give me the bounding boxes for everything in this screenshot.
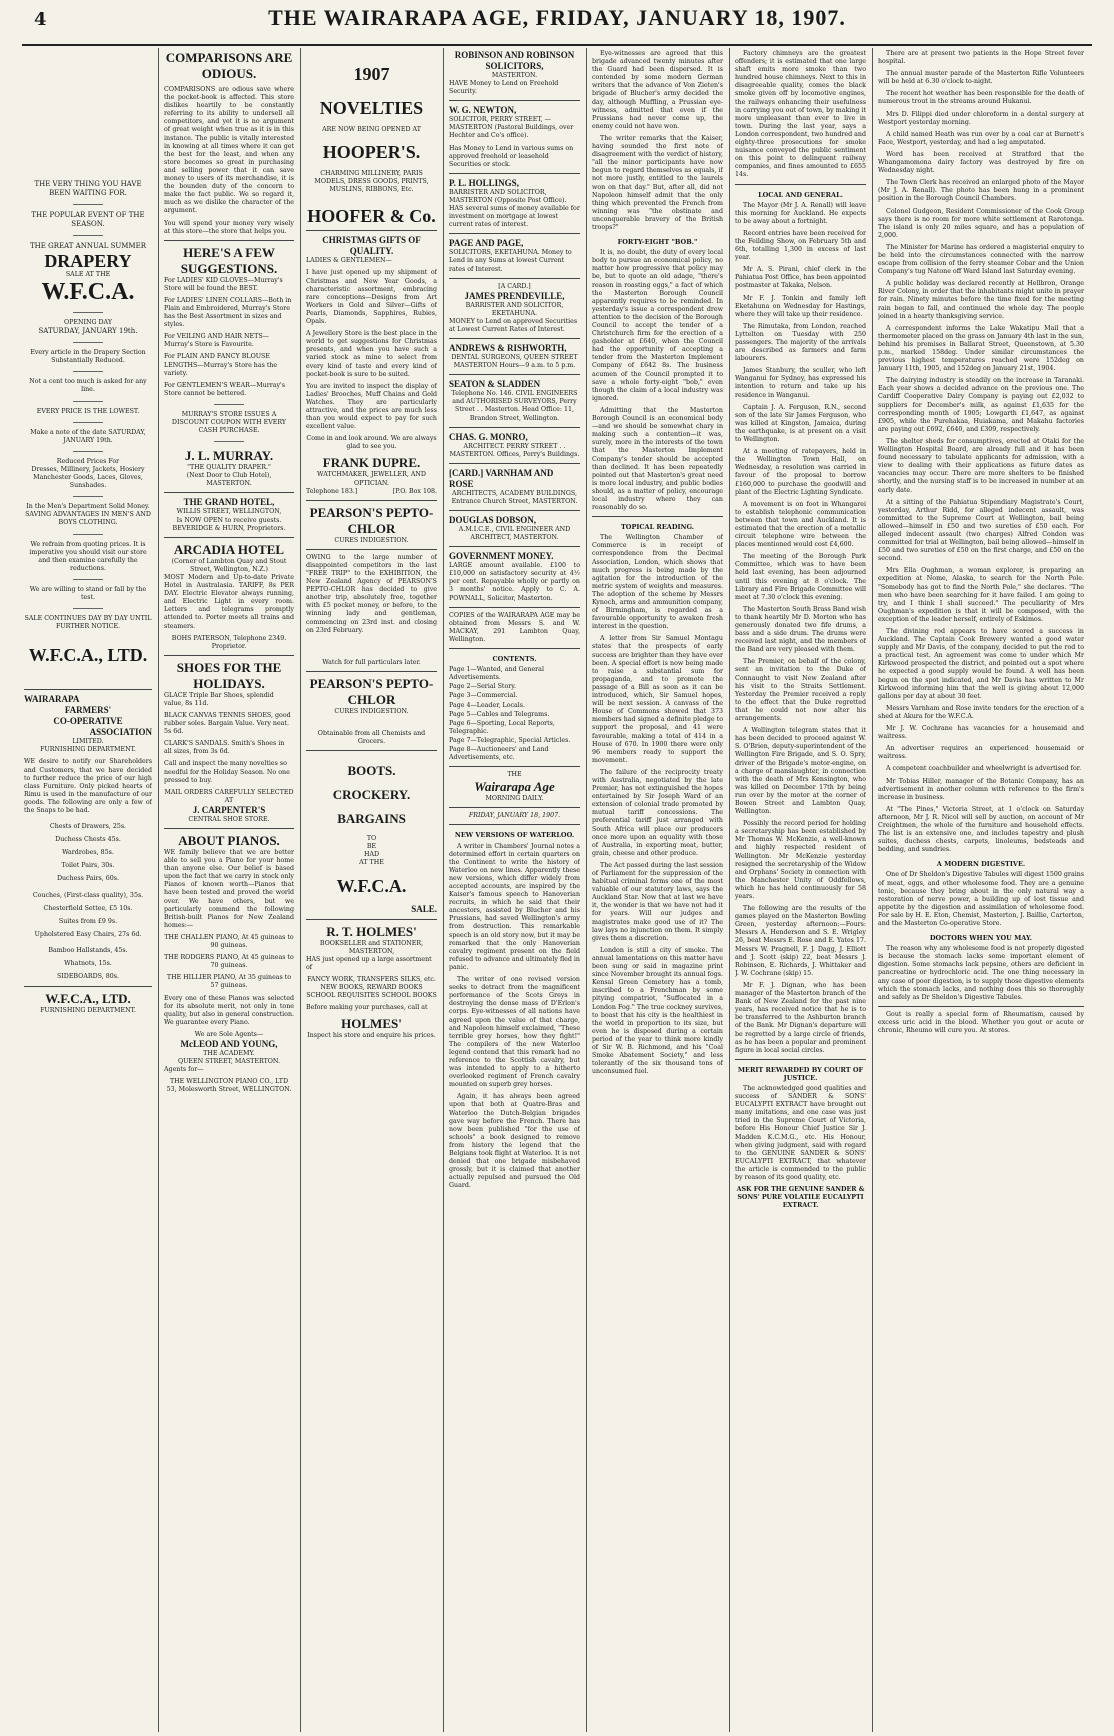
ad-line: BEVERIDGE & HURN, Proprietors.	[172, 524, 286, 532]
ad-line: Is NOW OPEN to receive guests.	[176, 516, 282, 524]
ad-body: CHARMING MILLINERY, PARIS MODELS, DRESS GOODS, PRINTS, MUSLINS, RIBBONS, Etc.	[314, 170, 429, 194]
ad-line: BARRISTER AND SOLICITOR, EKETAHUNA.	[465, 301, 564, 317]
furniture-item: Toilet Pairs, 30s.	[61, 862, 115, 870]
ad-heading: BOOTS.	[347, 763, 396, 779]
ad-body: MURRAY'S STORE ISSUES A DISCOUNT COUPON WITH EVERY CASH PURCHASE.	[171, 410, 287, 435]
furniture-item: Duchess Pairs, 60s.	[56, 875, 120, 883]
ad-body: HAVE Money to Lend on Freehold Security.	[449, 80, 559, 96]
section-heading: A MODERN DIGESTIVE.	[936, 860, 1026, 869]
ad-line: Inspect his store and enquire his prices.	[307, 1032, 436, 1040]
ad-body: I have just opened up my shipment of Christmas and New Year Goods, a characteristic assortment, embracing rare conceptions—Designs from Art Workers in Gold and Silver—Gifts of Pearls, Diamonds, Sapphires, Rubies, Opals.	[306, 269, 437, 326]
ad-line: (Next Door to Club Hotel),	[186, 472, 272, 480]
article-paragraph: It is, no doubt, the duty of every local body to pursue an economical policy, no matter how progressive that policy may be, but to quote an old adage, "there's reason in roasting eggs," a fact of which the Masterton Borough Council apparently requires to be reminded. In yesterday's issue a correspondent drew attention to the decision of the Borough Council to accept the tender of a Christchurch firm for the erection of a gasholder at £640, when the Council had the opportunity of accepting a tender from the Masterton Implement Company of £642 8s. The business acumen of the Council prompted it to save a whole forty-eight "bob," even though the claim of a local industry was ignored.	[592, 249, 723, 402]
ad-heading: BARGAINS	[337, 811, 406, 827]
column-rule	[586, 48, 587, 1732]
ad-body: ARCHITECT. PERRY STREET . . MASTERTON. Offices, Perry's Buildings.	[449, 442, 580, 458]
contents-list	[449, 666, 580, 762]
article-paragraph: London is still a city of smoke. The annual lamentations on this matter have been sung or said in magazine print since November brought its annual fogs. Kensal Green Cemetery has a tomb, inscribed to a Frenchman by some pitying compatriot, "Suffocated in a London Fog." The true cockney survives, to boast that his city is the healthiest in the world in proportion to its size, but even he is disposed during a certain period of the year to think more kindly of Sir W. B. Richmond, and his "Coal Smoke Abatement Society," and less tolerantly of the six thousand tons of unconsumed fuel.	[592, 946, 723, 1076]
ad-heading: PEARSON'S PEPTO-CHLOR	[309, 504, 434, 536]
ad-line: OPENING DAY	[63, 319, 113, 327]
ad-body: Every one of these Pianos was selected for its absolute merit, not only in tone quality, but also in general construction. We guarantee every Piano.	[164, 994, 294, 1026]
article-paragraph: A child named Heath was run over by a coal car at Burnett's Face, Westport, yesterday, and had a leg amputated.	[878, 130, 1084, 146]
ad-line: CURES INDIGESTION.	[334, 536, 409, 544]
contents-item: Page 3—Commercial.	[449, 692, 518, 700]
furniture-item: Chesterfield Settee, £5 10s.	[43, 904, 133, 912]
ad-heading: CHRISTMAS GIFTS OF QUALITY.	[322, 235, 421, 257]
furniture-item: Duchess Chests 45s.	[55, 836, 121, 844]
ad-heading: HOOPER'S.	[322, 142, 421, 163]
article-paragraph: The acknowledged good qualities and success of SANDER & SONS' EUCALYPTI EXTRACT have brought out many imitations, and one case was just tried in the Supreme Court of Victoria, before His Honour Chief Justice Sir J. Madden K.C.M.G., etc. His Honour, when giving judgment, said with regard to the GENUINE SANDER & SONS' EUCALYPTI EXTRACT, that whatever the article is commended to the public by reason of its good quality, etc.	[735, 1084, 866, 1181]
ad-heading: HOLMES'	[341, 1016, 402, 1032]
furniture-item: SIDEBOARDS, 80s.	[56, 973, 120, 981]
article-paragraph: A public holiday was declared recently at Hellbron, Orange River Colony, in order that the inhabitants might unite in prayer for rain. Ninety minutes before the time fixed for the meeting rain began to fall, and continued the whole day. The people joined in a hearty thanksgiving service.	[878, 280, 1084, 320]
ad-line: LADIES & GENTLEMEN—	[306, 257, 392, 265]
furniture-item: Whatnots, 15s.	[64, 960, 112, 968]
ad-line: Watch for full particulars later.	[322, 658, 421, 666]
section-heading: FORTY-EIGHT "BOB."	[617, 238, 698, 247]
article-paragraph: Mrs D. Filippi died under chloroform in a dental surgery at Westport yesterday morning.	[878, 110, 1084, 126]
article-paragraph: The writer remarks that the Kaiser, having sounded the first note of disagreement with the verdict of history, "all the minor participants have now begun to regard themselves as equals, if not more justly, entitled to the laurels won on that day." But, after all, did not Napoleon himself admit that the only thing which prevented the French from winning was "the obstinate and unconquerable bravery of the British troops?"	[592, 134, 723, 231]
ad-heading: CO-OPERATIVE	[53, 716, 123, 727]
article-paragraph: The failure of the reciprocity treaty with Australia, negotiated by the late Premier, has not extinguished the hopes entertained by Sir Joseph Ward of an extension of colonial trade promoted by mutual tariff concessions. The preferential tariff just arranged with South Africa will place our producers once more upon an equality with those of Australia, in exporting meat, butter, grain, cheese and other produce.	[592, 768, 723, 857]
ad-line: MASTERTON.	[206, 480, 252, 488]
ad-body: For LADIES' LINEN COLLARS—Both in Plain and Embroidered, Murray's Store has the Best Assortment in sizes and styles.	[164, 296, 292, 329]
ad-line: CURES INDIGESTION.	[334, 707, 409, 715]
ad-line: (Corner of Lambton Quay and Stout Street, Wellington, N.Z.)	[171, 557, 287, 573]
article-paragraph: Word has been received at Stratford that the Whangamomona dairy factory was destroyed by fire on Wednesday night.	[878, 150, 1084, 175]
ad-body: OWING to the large number of disappointed competitors in the last "FREE TRIP" to the EXHIBITION, the New Zealand Agency of PEARSON'S PEPTO-CHLOR has decided to give another trip, absolutely free, together with £5 pocket money, or before, to the winning lady and gentleman, commencing on 23rd inst. and closing on 23rd February.	[306, 553, 437, 634]
contents-item: Page 6—Sporting, Local Reports, Telegraphic.	[449, 719, 555, 735]
section-heading: TOPICAL READING.	[620, 523, 695, 532]
column-1	[24, 50, 152, 1730]
ad-line: LIMITED.	[72, 738, 104, 746]
issue-date: FRIDAY, JANUARY 18, 1907.	[468, 812, 561, 820]
ad-line: Every article in the Drapery Section Substantially Reduced.	[30, 349, 146, 365]
article-paragraph: The Rimutaka, from London, reached Lyttelton on Tuesday with 250 passengers. The majority of the arrivals are described as farmers and farm labourers.	[735, 322, 866, 363]
ad-heading: JAMES PRENDEVILLE,	[464, 290, 565, 301]
article-paragraph: At "The Pines," Victoria Street, at 1 o'clock on Saturday afternoon, Mr J. R. Nicol will sell by auction, on account of Mr Creightmen, the whole of the furniture and household effects. The list is an extensive one, and includes tapestry and plush suites, duchess chests, carpets, linoleums, bedsteads and bedding, and sundries.	[878, 805, 1084, 854]
ad-body: Telephone No. 146. CIVIL ENGINEERS and AUTHORISED SURVEYORS, Perry Street . . Masterton. Head Office: 11, Brandon Street, Wellington.	[451, 390, 578, 422]
section-heading: CONTENTS.	[492, 655, 537, 664]
article-paragraph: At a sitting of the Pahiatua Stipendiary Magistrate's Court, yesterday, Arthur Ridd, for alleged indecent assault, was committed to the Supreme Court at Wellington, bail being allowed—himself in £50 and two sureties of £50 each. For alleged indecent assault (two charges) Alfred Condon was committed for trial at Wellington, bail being allowed—himself in £50 and two sureties of £50 on the first charge, and £50 on the second.	[878, 498, 1084, 563]
ad-body: A Jewellery Store is the best place in the world to get suggestions for Christmas presents, and when you have such a varied stock as mine to select from every kind of taste and every kind of pocket-book is sure to be suited.	[306, 330, 437, 378]
ad-body: For PLAIN AND FANCY BLOUSE LENGTHS—Murray's Store has the variety.	[164, 353, 278, 377]
ad-heading: FRANK DUPRE.	[322, 455, 421, 471]
ad-body: THE WELLINGTON PIANO CO., LTD 53, Molesworth Street, WELLINGTON.	[166, 1078, 292, 1094]
column-3	[306, 50, 437, 1730]
ad-body: FANCY WORK, TRANSFERS SILKS, etc. NEW BOOKS, REWARD BOOKS SCHOOL REQUISITES SCHOOL BOOKS	[306, 975, 437, 1000]
article-paragraph: Factory chimneys are the greatest offenders; it is estimated that one large shaft emits more smoke than two hundred house chimneys. Next to this in disagreeable quality, comes the black smoke given off by locomotive engines, the railways enhancing their usefulness in carrying you out of town, by making it more unpleasant than ever to live in town. During the last year, says a London correspondent, two hundred and eighty-three prosecutions for smoke nuisance conveyed the public sentiment on this point to delinquent railway companies, and fines amounted to £655 14s.	[735, 50, 866, 179]
ad-line: BOOKSELLER and STATIONER,	[319, 939, 424, 947]
article-paragraph: Again, it has always been agreed upon that both at Quatre-Bras and Waterloo the Dutch-Belgian brigades gave way before the French. There has now been published "for the use of schools" a book designed to remove from history the legend that the Belgians took flight at Waterloo. It is not denied that one brigade misbehaved grossly, but it is claimed that another actually repulsed and pursued the Old Guard.	[449, 1093, 580, 1190]
ad-line: THE VERY THING YOU HAVE BEEN WAITING FOR.	[34, 180, 142, 197]
article-paragraph: A correspondent informs the Lake Wakatipu Mail that a thermometer placed on the grass on January 4th last in the sun, behind his premises in Ballarat Street, Queenstown, at 5.30 p.m., marked 158deg. Under similar circumstances the previous highest temperatures reached were 152deg on January 11th, 1905, and 152deg on January 21st, 1904.	[878, 324, 1084, 373]
column-rule	[729, 48, 730, 1732]
article-paragraph: The annual muster parade of the Masterton Rifle Volunteers will be held at 6.30 o'clock to-night.	[878, 70, 1084, 86]
ad-body: LARGE amount available. £100 to £10,000 on satisfactory security at 4½ per cent. Repayable wholly or partly on 3 months' notice. Apply to C. A. POWNALL, Solicitor, Masterton.	[449, 562, 580, 602]
ad-body: A.M.I.C.E., CIVIL ENGINEER AND ARCHITECT, MASTERTON.	[458, 526, 571, 542]
ad-line: Before making your purchases, call at	[306, 1004, 428, 1012]
ad-heading: PEARSON'S PEPTO-CHLOR	[309, 675, 434, 707]
ad-line: [A CARD.]	[498, 282, 531, 290]
ad-line: SALE AT THE	[65, 271, 111, 278]
masthead	[22, 5, 1092, 46]
article-paragraph: The Act passed during the last session of Parliament for the suppression of the habitual criminal forms one of the most valuable of our statutory laws, says the Auckland Star. Now that at last we have it, the wonder is that we have not had it for years. Will our judges and magistrates make good use of it? The law lays no injunction on them. It simply gives them a discretion.	[592, 861, 723, 942]
ad-body: ARCHITECTS, ACADEMY BUILDINGS, Entrance Church Street, MASTERTON.	[451, 489, 578, 505]
ad-body: Has Money to Lend in various sums on approved freehold or leasehold Securities or stock.	[449, 144, 574, 168]
article-paragraph: The Town Clerk has received an enlarged photo of the Mayor (Mr J. A. Renall). The photo has been hung in a prominent position in the Borough Council Chambers.	[878, 179, 1084, 203]
ad-line: We refrain from quoting prices. It is imperative you should visit our store and then examine carefully the reductions.	[29, 540, 147, 572]
article-paragraph: Captain J. A. Ferguson, R.N., second son of the late Sir James Ferguson, who was killed at Kingston, Jamaica, during the earthquake, is at present on a visit to Wellington.	[735, 403, 866, 444]
article-paragraph: ASK FOR THE GENUINE SANDER & SONS' PURE VOLATILE EUCALYPTI EXTRACT.	[736, 1186, 865, 1210]
ad-body: THE HILLIER PIANO, At 35 guineas to 57 guineas.	[166, 974, 292, 990]
ad-line: SALE CONTINUES DAY BY DAY UNTIL FURTHER NOTICE.	[24, 615, 152, 631]
contents-item: Page 2—Serial Story.	[449, 683, 516, 691]
article-paragraph: Mr Tobias Hiller, manager of the Botanic Company, has an advertisement in another column with reference to the firm's increase in business.	[878, 777, 1084, 801]
ad-heading: SHOES FOR THE HOLIDAYS.	[176, 659, 282, 691]
furniture-item: Bamboo Hallstands, 45s.	[48, 946, 128, 954]
ad-heading: COMPARISONS ARE ODIOUS.	[165, 50, 293, 81]
article-paragraph: The shelter sheds for consumptives, erected at Otaki for the Wellington Hospital Board, are already full and it has been found necessary to tabulate applicants for admission, with a view to dealing with their applications as future dates as vacancies may occur. There are more shelters to be finished shortly, and the nursing staff is to be increased in number at an early date.	[878, 437, 1084, 494]
contents-item: Page 1—Wanted, and General Advertisements.	[449, 666, 544, 682]
article-paragraph: A competent coachbuilder and wheelwright is advertised for.	[886, 765, 1082, 773]
ad-heading: PAGE AND PAGE,	[449, 238, 524, 249]
section-heading: LOCAL AND GENERAL.	[758, 190, 843, 199]
ad-body: For GENTLEMEN'S WEAR—Murray's Store cannot be bettered.	[164, 381, 285, 397]
article-paragraph: A writer in Chambers' Journal notes a determined effort in certain quarters on the Continent to write the history of Waterloo on new lines. Apparently these new versions, which differ widely from accepted accounts, are inspired by the Kaiser's famous speech to Hanoverian recruits, in which he said that their ancestors, assisted by Blucher and his Prussians, had saved Wellington's army from destruction. This remarkable speech is an old story now, but it may be remarked that the only Hanoverian cavalry regiment present on the field refused to advance and ultimately fled in panic.	[449, 842, 580, 971]
ad-heading: NOVELTIES	[319, 98, 424, 118]
ad-line: SAVING ADVANTAGES IN MEN'S AND BOYS CLOTHING.	[25, 511, 151, 527]
article-paragraph: The Masterton South Brass Band wish to thank heartily Mr D. Morton who has generously donated two fife drums, a bass and a side drum. The drums were received last night, and the members of the Band are very pleased with them.	[735, 605, 866, 654]
ad-body: BARRISTER AND SOLICITOR, MASTERTON (Opposite Post Office). HAS several sums of money available for investment on mortgage at lowest current rates of interest.	[449, 188, 580, 229]
ad-heading: DRAPERY	[44, 251, 132, 271]
article-paragraph: One of Dr Sheldon's Digestive Tabules will digest 1500 grains of meat, eggs, and other wholesome food. They are a genuine tonic, because they bring about in the only natural way a restoration of nerve power, a building up of lost tissue and appetite by the digestion and assimilation of wholesome food. For sale by H. E. Eton, Chemist, Masterton, J. Baillie, Carterton, and the Masterton Co-operative Store.	[878, 871, 1084, 927]
ad-line: Agents for—	[164, 1066, 204, 1074]
ad-heading: ABOUT PIANOS.	[178, 833, 280, 848]
ad-heading: ARCADIA HOTEL	[173, 541, 285, 557]
ad-body: COPIES of the WAIRARAPA AGE may be obtained from Messrs S. and W. MACKAY, 291 Lambton Quay, Wellington.	[449, 611, 580, 643]
article-paragraph: Gout is really a special form of Rheumatism, caused by excess uric acid in the blood. Whether you gout or acute or chronic, Rheumo will cure you. At stores.	[878, 1010, 1084, 1035]
ad-heading: CHAS. G. MONRO,	[449, 431, 528, 442]
contents-item: Page 5—Cables and Telegrams.	[449, 710, 550, 718]
ad-line: Reduced Prices For	[56, 457, 120, 465]
ad-heading: J. CARPENTER'S	[192, 804, 266, 815]
ad-line: Dresses, Millinery, Jackets, Hosiery Manchester Goods, Laces, Gloves, Sunshades.	[31, 465, 145, 490]
ad-line: THE	[507, 771, 522, 779]
column-4	[449, 50, 580, 1730]
article-paragraph: The meeting of the Borough Park Committee, which was to have been held last evening, has been adjourned until this evening at 8 o'clock. The Library and Fire Brigade Committee will meet at 7.30 o'clock this evening.	[735, 553, 866, 601]
ad-body: You are invited to inspect the display of Ladies' Brooches, Muff Chains and Gold Watches. They are particularly attractive, and the prices are much less than you would expect to pay for such excellent value.	[306, 382, 437, 431]
ad-heading: [CARD.] VARNHAM AND ROSE	[449, 467, 554, 489]
furniture-item: Couches, (First-class quality), 35s.	[32, 891, 144, 899]
ad-line: We are Sole Agents—	[194, 1030, 264, 1038]
ad-body: CLARK'S SANDALS. Smith's Shoes in all sizes, from 3s 6d.	[164, 740, 285, 756]
ad-heading: 1907	[353, 64, 390, 84]
ad-heading: FARMERS'	[64, 705, 112, 716]
ad-contact-row	[306, 488, 437, 496]
ad-heading: SEATON & SLADDEN	[449, 379, 541, 390]
ad-line: MAIL ORDERS CAREFULLY SELECTED AT	[164, 788, 294, 804]
ad-line: Not a cent too much is asked for any line.	[29, 378, 147, 394]
ad-body: THE CHALLEN PIANO, At 45 guineas to 90 guineas.	[164, 933, 294, 950]
ad-body: Call and inspect the many novelties so needful for the Holiday Season. No one pressed to buy.	[164, 760, 290, 784]
ad-line: Make a note of the date SATURDAY, JANUARY 19th.	[30, 428, 146, 444]
ad-heading: J. L. MURRAY.	[184, 448, 274, 464]
ad-line: WATCHMAKER, JEWELLER, AND OPTICIAN.	[317, 471, 426, 487]
article-paragraph: Mr F. J. Dignan, who has been manager of the Masterton branch of the Bank of New Zealand for the past nine years, has received notice that he is to be transferred to the Ashburton branch of the Bank. Mr Dignan's departure will be regretted by a large circle of friends, as he has been a popular and prominent figure in local social circles.	[735, 981, 866, 1054]
ad-line: Telephone 183.]	[306, 487, 358, 495]
ad-body: Come in and look around. We are always glad to see you.	[306, 435, 437, 451]
ad-body: SOLICITOR, PERRY STREET, — MASTERTON (Pastoral Buildings, over Hechter and Co's office).	[449, 116, 574, 140]
ad-body: MONEY to Lend on approved Securities at Lowest Current Rates of Interest.	[449, 317, 578, 333]
ad-line: TO	[366, 835, 377, 843]
column-rule	[443, 48, 444, 1732]
ad-body: WE family believe that we are better able to sell you a Piano for your home than anyone else. Our belief is based upon the fact that we carry in stock only Pianos of known worth—Pianos that have been tested and proved the world over. We have others, but we particularly commend the following British-built Pianos for New Zealand homes:—	[164, 849, 294, 929]
ad-body: GLACE Triple Bar Shoes, splendid value, 8s 11d.	[164, 691, 274, 707]
contents-item: Page 4—Leader, Locals.	[449, 701, 526, 709]
ad-heading: W. G. NEWTON,	[449, 105, 517, 116]
ad-line: QUEEN STREET, MASTERTON.	[177, 1058, 281, 1066]
article-paragraph: The divining rod appears to have scored a success in Auckland. The Captain Cook Brewery wanted a good water supply and Mr Davis, of the company, decided to put the rod to a practical test. An agreement was come to under which Mr Kirkwood prospected the district, and pointed out a spot where he expected a good supply would be found. A well has been begun on the spot indicated, and Mr Davis has written to Mr Kirkwood informing him that the well is giving about 12,000 gallons per day at about 30 feet.	[878, 628, 1084, 700]
ad-heading: THE GRAND HOTEL,	[183, 497, 275, 508]
furniture-item: Suites from £9 9s.	[58, 917, 118, 925]
ad-line: FURNISHING DEPARTMENT.	[40, 1007, 136, 1015]
ad-line: MASTERTON.	[491, 72, 538, 79]
ad-line: FURNISHING DEPARTMENT.	[40, 746, 136, 754]
column-7	[878, 50, 1092, 1730]
article-paragraph: There are at present two patients in the Hope Street fever hospital.	[878, 50, 1084, 66]
article-paragraph: An advertiser requires an experienced housemaid or waitress.	[878, 745, 1084, 761]
ad-heading: WAIRARAPA	[24, 694, 80, 705]
ad-heading: W.F.C.A.	[336, 875, 407, 896]
column-rule	[872, 48, 873, 1732]
ad-body: WE desire to notify our Shareholders and Customers, that we have decided to further reduce the price of our high class Furniture. Only picked hearts of Rimu is used in the manufacture of our goods. The following are only a few of the Snaps to be had.	[24, 758, 152, 814]
article-paragraph: At a meeting of ratepayers, held in the Wellington Town Hall, on Wednesday, a resolution was carried in favour of the proposal to borrow £160,000 to purchase the goodwill and plant of the Electric Lighting Syndicate.	[735, 448, 866, 496]
ad-body: For VEILING AND HAIR NETS—Murray's Store is Favourite.	[164, 333, 269, 349]
article-paragraph: The dairying industry is steadily on the increase in Taranaki. Each year shows a decided advance on the previous one. The Cardiff Cooperative Dairy Company is paying out £2,032 to suppliers for December's milk, as against £1,635 for the corresponding month of 1905; Lowgarth £1,647, as against £905, while the Purehakaa, Huiakama, and Makahu factories are paying out £692, £640, and £309, respectively.	[878, 377, 1084, 433]
ad-line: EVERY PRICE IS THE LOWEST.	[36, 407, 140, 415]
column-rule	[158, 48, 159, 1732]
ad-line: Obtainable from all Chemists and Grocers.	[317, 729, 426, 746]
furniture-list	[24, 823, 152, 981]
column-2	[164, 50, 294, 1730]
page-number: 4	[34, 9, 47, 30]
ad-body: COMPARISONS are odious save where the pocket-book is affected. This store dislikes heartily to be constantly referring to its ability to undersell all competitors, and yet it is no argument of great weight when true as it is in this instance. The public is vitally interested in knowing at all times where it can get the best for the least, and when any store becomes so great in purchasing and selling power that it can save money to users of its merchandise, it is the bounden duty of the concern to make the fact public. We so regard it, much as we dislike the character of the argument.	[164, 86, 294, 215]
article-paragraph: James Stanbury, the sculler, who left Wanganui for Sydney, has expressed his intention to return and take up his residence in Wanganui.	[735, 367, 866, 399]
ad-heading: W.F.C.A.	[41, 279, 135, 306]
article-paragraph: Mr F. J. Tonkin and family left Eketahuna on Wednesday for Hastings, where they will take up their residence.	[735, 294, 866, 318]
furniture-item: Upholstered Easy Chairs, 27s 6d.	[34, 930, 142, 938]
ad-heading: W.F.C.A., LTD.	[45, 991, 131, 1007]
ad-line: THE ACADEMY.	[203, 1049, 255, 1057]
ad-body: BLACK CANVAS TENNIS SHOES, good rubber soles. Bargain Value. Very neat. 5s 6d.	[164, 711, 291, 736]
ad-line: In the Men's Department Solid Money.	[26, 503, 150, 511]
ad-heading: HERE'S A FEW SUGGESTIONS.	[180, 244, 278, 276]
article-paragraph: The Premier, on behalf of the colony, sent an invitation to the Duke of Connaught to visit New Zealand after his visit to the Straits Settlement. Yesterday the Premier received a reply to the effect that the Duke regretted that he could not now alter his arrangements.	[735, 658, 866, 723]
column-5	[592, 50, 723, 1730]
article-paragraph: A letter from Sir Samuel Montagu states that the prospects of early success are brighter than they have ever been. A special effort is now being made to raise a substantial sum for propaganda, and to promote the passage of a Bill as soon as it can be introduced, which, Sir Samuel hopes, will be next session. A canvass of the House of Commons showed that 373 members had signed a definite pledge to support the proposal, and 41 were favourable, making a total of 414 in a House of 670. In 1900 there were only 96 members ready to support the movement.	[592, 635, 723, 764]
ad-body: MOST Modern and Up-to-date Private Hotel in Australasia. TARIFF, 8s PER DAY. Electric Elevator always running, and Electric Light in every room. Letters and telegrams promptly attended to. Porter meets all trains and steamers.	[164, 573, 294, 630]
article-paragraph: The reason why any wholesome food is not properly digested is because the stomach lacks some important element of digestion. Some stomachs lack pepsine, others are deficient in pancreatine or hydrochloric acid. The one thing necessary in any case of poor digestion, is to supply those digestive elements which the stomach lacks, and nothing does this so thoroughly and safely as Dr Sheldon's Digestive Tabules.	[878, 945, 1084, 1001]
article-paragraph: A Wellington telegram states that it has been decided to proceed against W. S. O'Brien, deputy-superintendent of the Wellington Fire Brigade, and S. O. Spry, driver of the Brigade's motor-engine, on a charge of manslaughter, in connection with the death of Mrs Kensington, who was killed on December 17th by being run over by the motor at the corner of Bowen Street and Lambton Quay, Wellington.	[735, 727, 866, 816]
ad-line: WILLIS STREET, WELLINGTON,	[176, 508, 282, 516]
newspaper-title: THE WAIRARAPA AGE, FRIDAY, JANUARY 18, 1907.	[268, 5, 846, 30]
ad-heading: ASSOCIATION	[89, 727, 152, 738]
ad-body: DENTAL SURGEONS, QUEEN STREET MASTERTON Hours—9 a.m. to 5 p.m.	[451, 354, 578, 370]
ad-line: MASTERTON,	[348, 947, 395, 955]
ad-line: BE	[366, 843, 377, 851]
ad-line: BOHS PATERSON, Telephone 2349. Proprietor.	[171, 634, 287, 650]
article-paragraph: The Wellington Chamber of Commerce is in receipt of correspondence from the Decimal Association, London, which shows that much progress is being made by the agitation for the introduction of the metric system of weights and measures. The adoption of the scheme by Messrs Kynoch, arms and ammunition company, of Birmingham, is regarded as a favourable opportunity to awaken fresh interest in the question.	[592, 534, 723, 631]
ad-line: SATURDAY, JANUARY 19th.	[38, 327, 138, 336]
article-paragraph: A movement is on foot in Whangarei to establish telephonic communication between that town and Auckland. It is estimated that the erection of a metallic circuit telephone wire between the places mentioned would cost £4,600.	[735, 500, 866, 549]
ad-line: ARE NOW BEING OPENED AT	[322, 126, 421, 133]
ad-line: HAS just opened up a large assortment of	[306, 955, 432, 971]
section-heading: DOCTORS WHEN YOU MAY.	[929, 934, 1033, 943]
column-6	[735, 50, 866, 1730]
ad-line: We are willing to stand or fall by the test.	[29, 585, 147, 601]
ad-heading: ROBINSON AND ROBINSON SOLICITORS,	[454, 50, 575, 71]
newspaper-nameplate: Wairarapa Age	[474, 779, 555, 795]
section-heading: NEW VERSIONS OF WATERLOO.	[454, 831, 575, 840]
ad-line: MORNING DAILY.	[485, 795, 544, 803]
article-paragraph: The following are the results of the games played on the Masterton Bowling Green, yesterday afternoon:—Fours: Messrs A. Henderson and S. E. Wrigley 26, beat Messrs E. Rose and E. Yates 17. Messrs W. Pragnell, F. J. Dagg, J. Elliott and J. Scott (skip) 22, beat Messrs J. Robinson, E. Richards, J. Whittaker and J. W. Cochrane (skip) 15.	[735, 905, 866, 977]
ad-line: AT THE	[359, 859, 384, 867]
section-heading: MERIT REWARDED BY COURT OF JUSTICE.	[737, 1065, 864, 1082]
article-paragraph: The recent hot weather has been responsible for the death of numerous trout in the streams around Hukanui.	[878, 90, 1084, 106]
article-paragraph: Mrs Ella Oughman, a woman explorer, is preparing an expedition at Nome, Alaska, to search for the North Pole. "Somebody has got to find the North Pole," she declares. "The men who have been searching for it have failed. I am going to try, and I think I shall succeed." The peculiarity of Mrs Oughman's expedition is that it will be composed, with the exception of the leader herself, entirely of Eskimos.	[878, 567, 1084, 623]
article-paragraph: The Mayor (Mr J. A. Renall) will leave this morning for Auckland. He expects to be away about a fortnight.	[735, 201, 866, 225]
ad-body: You will spend your money very wisely at this store—the store that helps you.	[164, 219, 294, 235]
furniture-item: Chests of Drawers, 25s.	[49, 823, 127, 831]
article-paragraph: Possibly the record period for holding a secretaryship has been established by Mr Thomas W. McKenzie, a well-known and highly respected resident of Wellington. Mr McKenzie yesterday resigned the secretaryship of the Widow and Orphans' Society in connection with the Manchester Unity of Oddfellows, which he has held continuously for 58 years.	[735, 820, 866, 900]
ad-heading: DOUGLAS DOBSON,	[449, 515, 537, 525]
ad-heading: SALE.	[411, 903, 437, 914]
ad-line: [P.O. Box 108.	[392, 487, 437, 495]
article-paragraph: Record entries have been received for the Feilding Show, on February 5th and 6th, totalling 1,300 in excess of last year.	[735, 229, 866, 262]
ad-line: "THE QUALITY DRAPER."	[187, 464, 271, 472]
contents-item: Page 7—Telegraphic, Special Articles.	[449, 736, 571, 744]
furniture-item: Wardrobes, 85s.	[62, 849, 114, 857]
ad-line: HAD	[363, 851, 380, 859]
ad-heading: CROCKERY.	[332, 787, 411, 803]
ad-line: CENTRAL SHOE STORE.	[188, 815, 270, 823]
ad-heading: McLEOD AND YOUNG,	[180, 1038, 278, 1049]
column-rule	[300, 48, 301, 1732]
ad-body: SOLICITORS, EKETAHUNA. Money to Lend in any Sums at lowest Current rates of Interest.	[449, 249, 572, 273]
ad-line: THE GREAT ANNUAL SUMMER	[30, 242, 146, 250]
article-paragraph: Mr A. S. Pirani, chief clerk in the Pahiatua Post Office, has been appointed postmaster at Takaka, Nelson.	[735, 266, 866, 290]
article-paragraph: Messrs Varnham and Rose invite tenders for the erection of a shed at Akura for the W.F.C.A.	[878, 704, 1084, 720]
ad-body: THE RODGERS PIANO, At 45 guineas to 70 guineas.	[164, 954, 294, 970]
article-paragraph: Eye-witnesses are agreed that this brigade advanced twenty minutes after the Guard had been dispersed. It is contended by some modern German writers that the advance of Von Zieten's brigade of Blucher's army decided the day, although Muffling, a Prussian eye-witness, admitted that even if the Prussians had never come up, the enemy could not have won.	[592, 50, 723, 130]
article-paragraph: Mr J. W. Cochrane has vacancies for a housemaid and waitress.	[878, 725, 1084, 741]
article-paragraph: The Minister for Marine has ordered a magisterial enquiry to be held into the circumstances connected with the narrow escape from collision of the ferry steamer Cobar and the Union Company's tug Natone off Ward Island last Saturday evening.	[878, 243, 1084, 276]
ad-heading: ANDREWS & RISHWORTH,	[449, 343, 567, 354]
article-paragraph: Colonel Gudgeon, Resident Commissioner of the Cook Group says there is no room for more white settlement at Rarotonga. The island is only 20 miles square, and has a population of 2,000.	[878, 207, 1084, 239]
ad-heading: W.F.C.A., LTD.	[28, 645, 148, 666]
article-paragraph: The writer of one revised version seeks to detract from the magnificent performance of the Scots Greys in destroying the dense mass of D'Erlon's corps. Eye-witnesses of all nations have agreed upon the value of that charge, and Napoleon himself exclaimed, "These terrible grey horses, how they fight!" The compilers of the new Waterloo legend contend that this remark had no reference to the Scottish cavalry, but was intended to apply to a hitherto overlooked regiment of French cavalry mounted on superb grey horses.	[449, 976, 580, 1089]
contents-item: Page 8—Auctioneers' and Land Advertisements, etc.	[449, 745, 549, 762]
ad-heading: GOVERNMENT MONEY.	[449, 551, 554, 562]
ad-heading: P. L. HOLLINGS,	[449, 177, 519, 188]
ad-heading: HOOFER & Co.	[307, 206, 436, 227]
ad-heading: R. T. HOLMES'	[326, 923, 417, 939]
article-paragraph: Admitting that the Masterton Borough Council is an economical body—and we should be somewhat chary in making such a contention—it was, surely, more in the interests of the town that the Masterton Implement Company's tender should be accepted than declined. It has been repeatedly pointed out that Masterton's great need is more local industry, and public bodies should, as a matter of policy, encourage local industry where they can reasonably do so.	[592, 406, 723, 512]
ad-line: THE POPULAR EVENT OF THE SEASON.	[31, 211, 145, 228]
ad-body: For LADIES' KID GLOVES—Murray's Store will be found the BEST.	[164, 276, 283, 292]
